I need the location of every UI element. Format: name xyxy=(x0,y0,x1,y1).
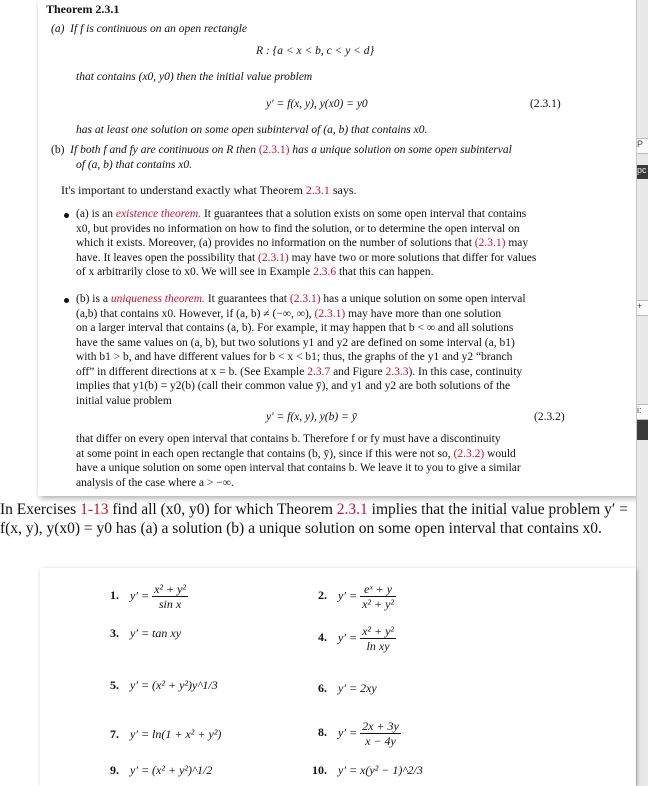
fraction-numerator: eˣ + y xyxy=(360,582,396,597)
exercises-intro-text: In Exercises xyxy=(0,501,77,518)
exercise-item xyxy=(318,624,396,653)
bullet2-line4: have the same values on (a, b), but two solutions y1 and y2 are defined on some interval (a, b1) xyxy=(76,336,515,349)
part-b-text-2: has a unique solution on some open subinterval xyxy=(292,144,512,156)
exercises-intro-line2: f(x, y), y(x0) = y0 has (a) a solution (b) a unique solution on some open interval that contains x0. xyxy=(0,520,602,537)
bullet2-line6: off” in different directions at x = b. (See Example xyxy=(76,365,305,378)
exercise-item xyxy=(318,681,377,696)
exercise-item xyxy=(110,763,212,778)
exercise-lhs: y′ = xyxy=(338,588,358,603)
background-window-edge xyxy=(636,0,648,786)
eq-ref-link[interactable]: (2.3.1) xyxy=(474,237,506,249)
example-ref-link[interactable]: 2.3.7 xyxy=(307,365,331,378)
theorem-ref-link[interactable]: 2.3.1 xyxy=(305,183,330,197)
edge-tab[interactable]: P xyxy=(637,138,648,154)
fraction-denominator: sin x xyxy=(158,597,182,611)
ivp2-equation: y′ = f(x, y), y(b) = ȳ xyxy=(266,411,357,423)
edge-tab-dark[interactable]: pc xyxy=(637,165,648,179)
exercise-fraction xyxy=(360,719,401,748)
bullet1-line3: which it exists. Moreover, (a) provides no information on the number of solutions that xyxy=(76,237,472,249)
bullet1-line1: It guarantees that a solution exists on some open interval that contains xyxy=(203,208,527,220)
fraction-numerator: x² + y² xyxy=(362,624,395,638)
fraction-numerator: x² + y² xyxy=(154,582,187,596)
theorem-ref-link[interactable]: 2.3.1 xyxy=(336,501,368,518)
analysis-line4: analysis of the case where a > −∞. xyxy=(76,476,234,489)
part-b xyxy=(51,143,591,158)
exercises-intro xyxy=(0,500,636,538)
part-b-text-3: of (a, b) that contains x0. xyxy=(76,159,192,171)
exercise-item xyxy=(110,678,218,693)
exercise-item xyxy=(318,719,401,748)
exercise-expression: y′ = (x² + y²)^1/2 xyxy=(130,763,213,777)
exercise-lhs: y′ = xyxy=(338,630,358,645)
eq-ref-link[interactable]: (2.3.2) xyxy=(453,447,485,460)
exercise-number: 2. xyxy=(318,588,327,603)
eq-ref-link[interactable]: (2.3.1) xyxy=(314,307,346,320)
exercise-number: 1. xyxy=(110,588,119,603)
ivp-number: (2.3.1) xyxy=(530,98,561,110)
analysis-line2-end: would xyxy=(487,447,516,460)
edge-block xyxy=(637,420,648,440)
exercise-number: 8. xyxy=(318,725,327,740)
existence-term-link[interactable]: existence theorem. xyxy=(115,208,202,220)
bullet2-line5: with b1 > b, and have different values for b < x < b1; thus, the graphs of the y1 and y2 “branch xyxy=(76,351,513,363)
discussion-intro-text: It's important to understand exactly what Theorem xyxy=(61,183,303,197)
part-a-end: has at least one solution on some open subinterval of (a, b) that contains x0. xyxy=(76,124,428,136)
bullet2-line2: (a,b) that contains x0. However, if (a, b) ≠ (−∞, ∞), xyxy=(76,307,312,320)
bullet1-line4: have. It leaves open the possibility that xyxy=(76,251,256,264)
fraction-numerator: 2x + 3y xyxy=(362,719,399,733)
bullet2-line2-end: may have more than one solution xyxy=(348,307,502,320)
exercise-number: 4. xyxy=(318,630,327,645)
theorem-card xyxy=(38,0,637,496)
bullet2-lead: (b) is a xyxy=(76,293,108,305)
exercise-item xyxy=(110,626,181,641)
exercise-item xyxy=(110,727,221,742)
exercise-fraction xyxy=(360,624,396,653)
uniqueness-term-link[interactable]: uniqueness theorem. xyxy=(110,293,205,305)
bullet2-line6-end: ). In this case, continuity xyxy=(408,365,523,378)
bullet1-line4-end: may have two or more solutions that differ for values xyxy=(291,251,537,264)
part-b-label: (b) xyxy=(51,144,65,156)
analysis-line2: at some point in each open rectangle that contains (b, ȳ), since if this were not so, xyxy=(76,447,451,460)
part-a-intro: If f is continuous on an open rectangle xyxy=(70,23,248,35)
exercise-item xyxy=(312,763,423,778)
theorem-title: Theorem 2.3.1 xyxy=(46,2,120,16)
analysis-line1: that differ on every open interval that contains b. Therefore f or fy must have a discontinuity xyxy=(76,433,501,445)
bullet2-line7: implies that y1(b) = y2(b) (call their common value ȳ), and y1 and y2 are both solutions of the xyxy=(76,380,511,392)
exercise-range-link[interactable]: 1-13 xyxy=(80,501,109,518)
uniqueness-analysis xyxy=(76,432,612,490)
ivp-equation: y′ = f(x, y), y(x0) = y0 xyxy=(266,98,368,110)
discussion-intro-end: says. xyxy=(332,183,357,197)
exercise-lhs: y′ = xyxy=(338,725,358,740)
exercise-expression: y′ = (x² + y²)y^1/3 xyxy=(130,678,218,692)
part-a-label: (a) xyxy=(51,23,65,35)
bullet2-line3: on a larger interval that contains (a, b). For example, it may happen that b < ∞ and all solutions xyxy=(76,322,514,334)
part-a xyxy=(51,22,247,37)
exercise-number: 3. xyxy=(110,626,119,640)
exercise-number: 7. xyxy=(110,727,119,741)
exercises-intro-end: implies that the initial value problem y′ = xyxy=(371,501,628,518)
example-ref-link[interactable]: 2.3.6 xyxy=(313,266,337,278)
exercise-item xyxy=(318,582,396,611)
exercise-number: 6. xyxy=(318,681,327,695)
exercise-item xyxy=(110,582,188,611)
eq-ref-link[interactable]: (2.3.1) xyxy=(258,251,289,264)
exercise-fraction xyxy=(152,582,188,611)
exercise-expression: y′ = tan xy xyxy=(130,626,182,640)
exercises-intro-mid: find all (x0, y0) for which Theorem xyxy=(112,501,333,518)
eq-ref-link[interactable]: (2.3.1) xyxy=(289,293,321,305)
part-a-mid: that contains (x0, y0) then the initial value problem xyxy=(76,71,313,83)
fraction-denominator: ln xy xyxy=(366,639,390,653)
bullet2-line8: initial value problem xyxy=(76,394,172,407)
bullet-uniqueness xyxy=(76,292,612,408)
bullet2-line6-mid: and Figure xyxy=(333,365,383,378)
figure-ref-link[interactable]: 2.3.3 xyxy=(385,365,409,378)
part-b-text-1: If both f and fy are continuous on R then xyxy=(70,144,256,156)
edge-tab[interactable]: + xyxy=(637,300,648,316)
bullet-existence xyxy=(76,207,612,280)
discussion-intro xyxy=(61,183,357,198)
bullet1-line5-end: that this can happen. xyxy=(338,266,434,278)
part-b-ref[interactable]: (2.3.1) xyxy=(258,144,290,156)
bullet1-lead: (a) is an xyxy=(76,208,114,220)
bullet2-line1: It guarantees that xyxy=(207,293,287,305)
bullet-dot xyxy=(64,213,69,218)
bullet1-line5: of x arbitrarily close to x0. We will see in Example xyxy=(76,266,311,278)
exercise-number: 9. xyxy=(110,763,119,777)
ivp2-number: (2.3.2) xyxy=(534,411,565,423)
exercise-expression: y′ = x(y² − 1)^2/3 xyxy=(338,763,423,777)
bullet1-line3-end: may xyxy=(508,237,529,249)
fraction-denominator: x² + y² xyxy=(362,597,395,611)
exercise-expression: y′ = ln(1 + x² + y²) xyxy=(130,727,222,741)
exercise-fraction xyxy=(360,582,396,611)
exercise-number: 10. xyxy=(312,763,327,777)
fraction-denominator: x − 4y xyxy=(365,734,396,748)
exercise-expression: y′ = 2xy xyxy=(338,681,377,695)
bullet-dot xyxy=(64,298,69,303)
exercises-panel xyxy=(40,568,636,786)
rectangle-definition: R : {a < x < b, c < y < d} xyxy=(256,45,375,57)
edge-tab[interactable]: i: xyxy=(637,404,648,420)
exercise-number: 5. xyxy=(110,678,119,692)
analysis-line3: have a unique solution on some open interval that contains b. We leave it to you to give a similar xyxy=(76,462,521,474)
exercise-lhs: y′ = xyxy=(130,588,150,603)
bullet2-line1-end: has a unique solution on some open interval xyxy=(323,293,526,305)
bullet1-line2: x0, but provides no information on how to find the solution, or to determine the open interval on xyxy=(76,222,520,235)
